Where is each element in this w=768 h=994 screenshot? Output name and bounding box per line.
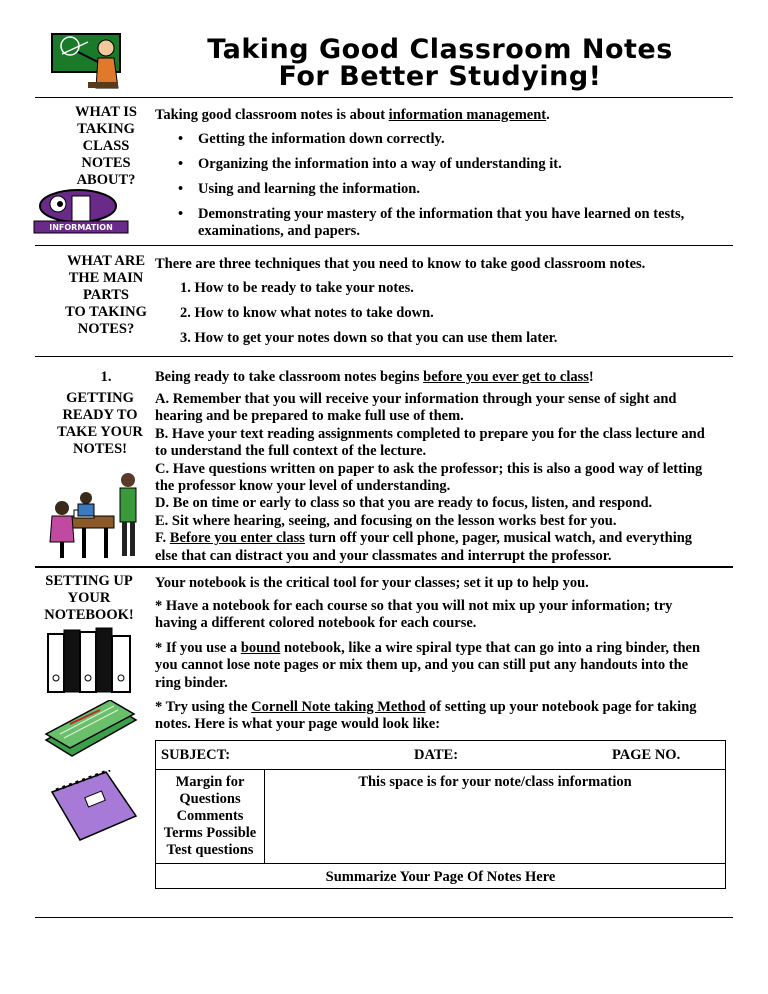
divider [35,356,733,357]
list-item: 1. How to be ready to take your notes. [180,280,414,296]
divider [35,917,733,918]
notebook-tip-2: * If you use a bound notebook, like a wire spiral type that can go into a ring binder, then you cannot lose note pages or mix them up, and you can still put any handouts into the ring binder. [155,640,701,691]
notebook-tip-1: * Have a notebook for each course so that you will not mix up your information; try having a different colored notebook for each course. [155,598,673,632]
ready-intro: Being ready to take classroom notes begins before you ever get to class! [155,369,594,385]
cornell-margin-cue: Margin for Questions Comments Terms Possible Test questions [163,774,257,858]
information-icon [32,188,130,236]
purple-notebook-clipart [46,770,140,842]
parts-intro: There are three techniques that you need to know to take good classroom notes. [155,256,646,272]
cornell-date: DATE: [414,747,459,763]
cornell-main-area: This space is for your note/class information [358,774,632,790]
divider [35,245,733,246]
about-intro: Taking good classroom notes is about information management. [155,107,550,123]
information-icon-label: INFORMATION [49,223,113,232]
list-item: 2. How to know what notes to take down. [180,305,434,321]
cornell-subject: SUBJECT: [161,747,231,763]
list-item: 3. How to get your notes down so that you can use them later. [180,330,558,346]
section-label-parts: WHAT ARE THE MAIN PARTS TO TAKING NOTES? [65,253,147,337]
binders-clipart [44,624,134,696]
section-number: 1. [100,369,112,385]
notebook-tip-3: * Try using the Cornell Note taking Method of setting up your notebook page for taking notes. Here is what your page would look like: [155,699,697,733]
divider [35,97,733,98]
ready-body: A. Remember that you will receive your information through your sense of sight and hearing and be prepared to make full use of them. B. Have your text reading assignments completed to prepare you for the class lecture and to understand the full context of the lecture. C. Have questions written on paper to ask the professor; this is also a good way of letting the professor know your level of understanding. D. Be on time or early to class so that you are ready to focus, listen, and respond. E. Sit where hearing, seeing, and focusing on the lesson works best for you. F. Before you enter class turn off your cell phone, pager, musical watch, and everything else that can distract you and your classmates and interrupt the professor. [155,391,705,564]
cornell-page-no: PAGE NO. [612,747,681,763]
section-label-notebook: SETTING UP YOUR NOTEBOOK! [44,573,134,623]
page-title: Taking Good Classroom Notes For Better Studying! [207,34,673,92]
cornell-summary: Summarize Your Page Of Notes Here [325,869,556,885]
cornell-summary-line [156,863,725,864]
section-label-ready: GETTING READY TO TAKE YOUR NOTES! [57,390,143,457]
divider [35,566,733,568]
notebook-intro: Your notebook is the critical tool for your classes; set it up to help you. [155,575,589,591]
cornell-notes-template [155,740,726,889]
teacher-chalkboard-clipart [48,30,130,92]
students-teacher-clipart [42,470,142,560]
cornell-header-row [156,741,725,770]
section-label-about: WHAT IS TAKING CLASS NOTES ABOUT? [75,104,137,188]
spiral-notebooks-clipart [40,700,140,760]
